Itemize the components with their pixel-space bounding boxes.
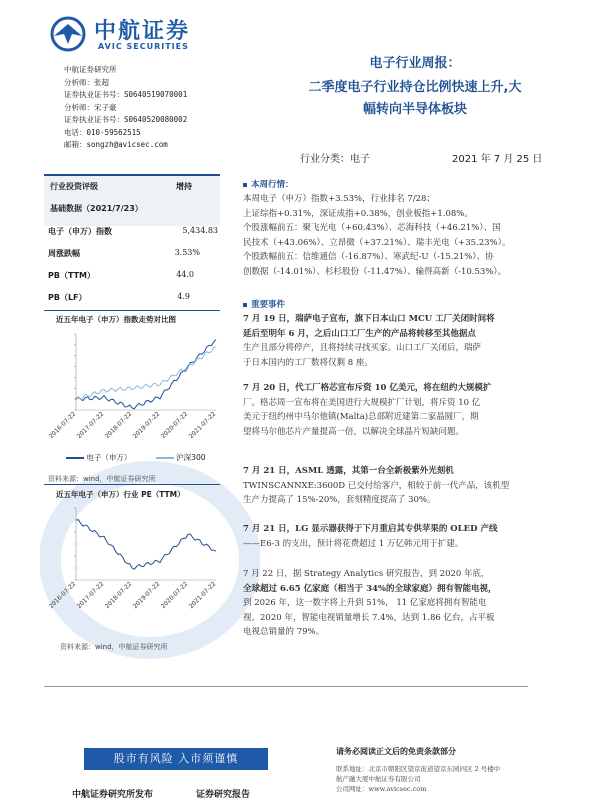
weekly-body [243,192,543,279]
x-tick-label: 2019-07-22 [131,580,162,611]
series-line [76,347,216,400]
event-line: 视。2020 年，智能电视销量增长 7.4%，达到 1.86 亿台，占平板 [243,612,495,623]
footer-left-label: 中航证券研究所发布 [72,790,154,800]
disclaimer-title: 请务必阅读正文后的免责条款部分 [336,747,456,756]
legend-line-electronics [66,457,84,459]
contact-line: 公司网址：www.avicsec.com [336,785,427,793]
logo-emblem-icon [48,16,88,52]
report-title-line2: 二季度电子行业持仓比例快速上升,大 [308,80,522,95]
sidebar-row-value: 5,434.83 [182,226,218,235]
x-tick-label: 2021-07-22 [187,410,218,441]
chart1-svg [44,326,224,458]
sidebar-row-label: PB（LF） [48,293,87,302]
sidebar-row [48,248,218,259]
sidebar-row-value: 4.9 [177,292,190,301]
rating-value: 增持 [176,182,192,191]
x-tick-label: 2020-07-22 [159,410,190,441]
weekly-line: 上证综指+0.31%，深证成指+0.38%，创业板指+1.08%。 [243,208,473,219]
analyst-line: 分析师：宋子豪 [64,102,117,112]
event-line: 7 月 20 日，代工厂格芯宣布斥资 10 亿美元，将在纽约大规模扩 [243,383,492,393]
chart2-top-rule [44,484,220,485]
weekly-line: 个股涨幅前五：聚飞光电（+60.43%）、芯海科技（+46.21%）、国 [243,223,501,233]
event-item [243,522,543,551]
report-title-line3: 幅转向半导体板块 [362,102,467,117]
x-tick-label: 2017-07-22 [75,410,106,441]
analyst-line: 证券执业证书号：S0640520080002 [64,115,188,124]
x-tick-label: 2017-07-22 [75,580,106,611]
footer-right-label: 证券研究报告 [196,790,251,800]
weekly-line: 本周电子（申万）指数+3.53%，行业排名 7/28； [243,194,435,204]
legend-line-hs300 [156,457,174,459]
event-item [243,567,543,640]
report-title-line1: 电子行业周报： [369,56,461,71]
event-line: TWINSCANNXE:3600D 已交付给客户，相较于前一代产品，该机型 [243,480,510,491]
x-tick-label: 2021-07-22 [187,580,218,611]
sidebar-row-value: 3.53% [174,248,200,257]
chart2-svg [44,500,224,628]
event-item [243,312,543,370]
event-line: 7 月 22 日，据 Strategy Analytics 研究报告，到 2020 年底， [243,569,490,579]
event-line: 延后至明年 6 月，之后山口工厂生产的产品将转移至其他据点 [243,328,476,339]
analyst-block [64,64,264,152]
analyst-email[interactable]: 邮箱：songzh@avicsec.com [64,140,168,149]
contact-block [336,764,546,794]
contact-line: 航产融大厦中航证券有限公司 [336,775,421,783]
events-heading [243,298,285,310]
event-line: 全球超过 6.65 亿家庭（相当于 34%的全球家庭）拥有智能电视， [243,583,497,594]
event-line: 到 2026 年，这一数字将上升到 51%， 11 亿家庭将拥有智能电 [243,598,487,608]
chart1-top-rule [44,310,220,311]
bullet-square-icon [243,303,247,307]
contact-line: 联系地址：北京市朝阳区望京街道望京东园四区 2 号楼中 [336,765,501,773]
chart2-source: 资料来源：wind，中航证券研究所 [60,643,168,651]
analyst-line: 电话：010-59562515 [64,127,141,137]
x-tick-label: 2018-07-22 [103,580,134,611]
x-tick-label: 2020-07-22 [159,580,190,611]
bullet-square-icon [243,183,247,187]
analyst-line: 分析师：张超 [64,77,109,87]
sidebar-row [48,270,218,281]
weekly-line: 民技术（+43.06%）、立昂微（+37.21%）、瑞丰光电（+35.23%）。 [243,237,511,248]
series-line [76,339,216,408]
sidebar-row-label: 周涨跌幅 [48,249,80,258]
analyst-line: 证券执业证书号：S0640519070001 [64,90,188,99]
basic-data-label: 基础数据（2021/7/23） [50,204,143,213]
event-line: 7 月 21 日，LG 显示器获得于下月重启其专供苹果的 OLED 产线 [243,524,498,534]
event-line: 望将马尔他芯片产量提高一倍，以解决全球晶片短缺问题。 [243,426,465,437]
event-line: 7 月 19 日，瑞萨电子宣布，旗下日本山口 MCU 工厂关闭时间将 [243,314,495,324]
event-item [243,381,543,439]
event-line: 美元于纽约州中马尔他镇(Malta)总部附近建第二家晶圆厂，期 [243,412,479,422]
chart2-title: 近五年电子（申万）行业 PE（TTM） [56,490,185,499]
chart1-title: 近五年电子（申万）指数走势对比图 [56,315,176,324]
series-line [76,520,216,570]
logo-name-cn: 中航证券 [94,19,191,44]
chart1-legend [66,452,206,463]
event-item [243,464,543,508]
legend-label-electronics: 电子（申万） [86,453,132,462]
report-category: 行业分类：电子 [300,154,370,165]
event-line: 电视总销量的 79%。 [243,627,325,637]
event-line: ——E6-3 的支出，预计将花费超过 1 万亿韩元用于扩建。 [243,538,464,549]
event-line: 7 月 21 日，ASML 透露，其第一台全新极紫外光刻机 [243,466,454,476]
sidebar-row [48,226,218,237]
risk-slogan-banner: 股市有风险 入市须谨慎 [84,748,268,770]
event-line: 厂。格芯周一宣布将在美国进行大规模扩厂计划，将斥资 10 亿 [243,397,481,408]
x-tick-label: 2016-07-22 [47,410,78,441]
company-logo [48,14,218,56]
x-tick-label: 2019-07-22 [131,410,162,441]
weekly-heading [243,178,294,190]
sidebar-row-label: PB（TTM） [48,271,96,280]
rating-label: 行业投资评级 [50,182,98,191]
x-tick-label: 2016-07-22 [47,580,78,611]
analyst-line: 中航证券研究所 [64,65,117,74]
sidebar-row [48,292,218,303]
report-date: 2021 年 7 月 25 日 [452,154,543,165]
weekly-line: 创数据（-14.01%）、杉杉股份（-11.47%）、输得高新（-10.53%）。 [243,266,507,277]
x-tick-label: 2018-07-22 [103,410,134,441]
chart1-source: 资料来源：wind，中航证券研究所 [48,475,156,483]
weekly-heading-text: 本周行情： [251,180,294,190]
events-heading-text: 重要事件 [251,300,286,310]
event-line: 生产力提高了 15%-20%，套刻精度提高了 30%。 [243,495,436,505]
sidebar-table-rule [44,174,220,176]
content-bottom-rule [44,686,528,687]
logo-name-en: AVIC SECURITIES [98,42,189,51]
sidebar-row-value: 44.0 [176,270,194,279]
legend-label-hs300: 沪深300 [176,453,206,462]
sidebar-row-label: 电子（申万）指数 [48,227,112,236]
weekly-line: 个股跌幅前五：信维通信（-16.87%）、寒武纪-U（-15.21%）、协 [243,252,494,262]
event-line: 生产且部分将停产，且将持续寻找买家。山口工厂关闭后，瑞萨 [243,343,482,353]
event-line: 于日本国内的工厂数将仅剩 8 座。 [243,357,373,368]
